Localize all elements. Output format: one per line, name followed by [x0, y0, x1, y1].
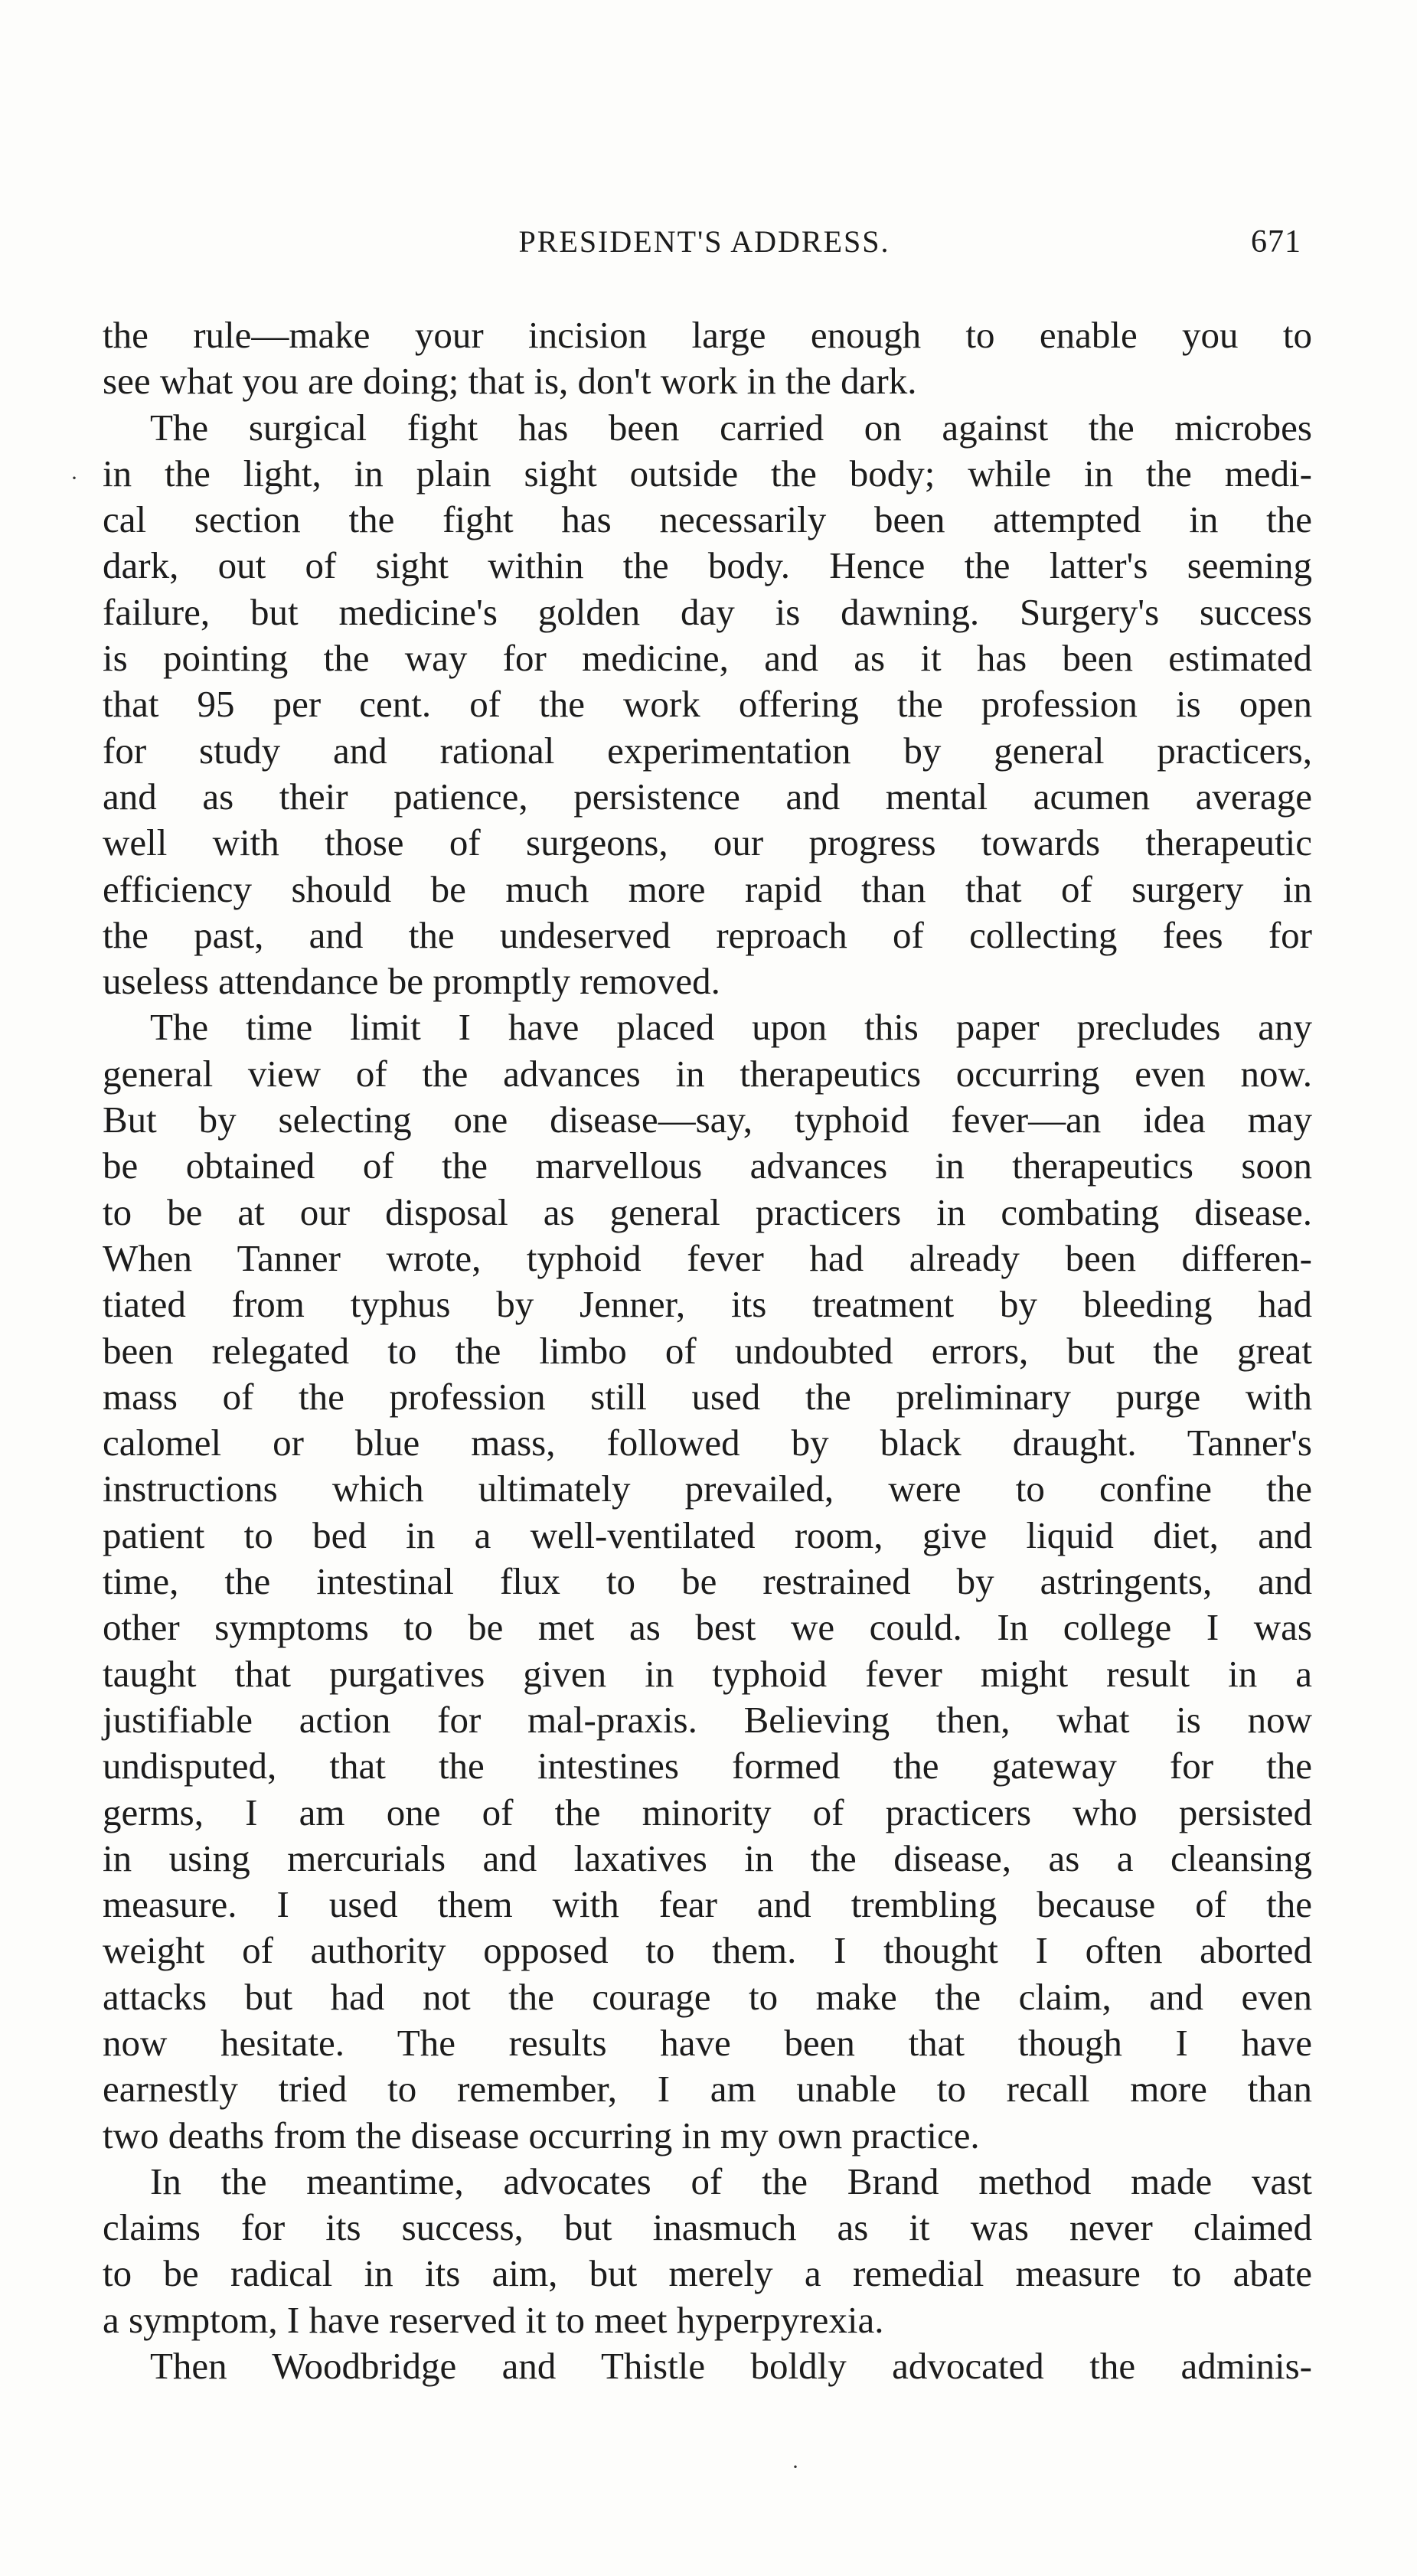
text-line: calomel or blue mass, followed by black draught. Tanner's	[103, 1422, 1312, 1464]
text-line: claims for its success, but inasmuch as it was never claimed	[103, 2206, 1312, 2249]
text-line: general view of the advances in therapeutics occurring even now.	[103, 1052, 1312, 1095]
text-line: In the meantime, advocates of the Brand method made vast	[150, 2160, 1312, 2202]
text-line: The surgical fight has been carried on against the microbes	[150, 406, 1312, 449]
text-line: two deaths from the disease occurring in my own practice.	[103, 2114, 980, 2156]
text-line: well with those of surgeons, our progress towards therapeutic	[103, 821, 1312, 864]
text-line: other symptoms to be met as best we could. In college I was	[103, 1606, 1312, 1649]
text-line: dark, out of sight within the body. Hence the latter's seeming	[103, 544, 1312, 587]
text-line: measure. I used them with fear and trembling because of the	[103, 1883, 1312, 1926]
text-line: time, the intestinal flux to be restrained by astringents, and	[103, 1560, 1312, 1603]
margin-speck: ·	[70, 465, 78, 491]
text-line: attacks but had not the courage to make the claim, and even	[103, 1975, 1312, 2018]
text-line: the past, and the undeserved reproach of collecting fees for	[103, 913, 1312, 956]
text-line: cal section the fight has necessarily been attempted in the	[103, 498, 1312, 541]
text-line: and as their patience, persistence and mental acumen average	[103, 775, 1312, 818]
text-line: is pointing the way for medicine, and as it has been estimated	[103, 637, 1312, 680]
page-number: 671	[1251, 224, 1301, 260]
text-line: taught that purgatives given in typhoid fever might result in a	[103, 1652, 1312, 1695]
text-line: now hesitate. The results have been that though I have	[103, 2021, 1312, 2064]
text-line: to be radical in its aim, but merely a remedial measure to abate	[103, 2252, 1312, 2295]
text-line: undisputed, that the intestines formed the gateway for the	[103, 1745, 1312, 1788]
text-line: the rule—make your incision large enough to enable you to	[103, 314, 1312, 356]
text-line: be obtained of the marvellous advances in therapeutics soon	[103, 1144, 1312, 1187]
text-line: germs, I am one of the minority of practicers who persisted	[103, 1791, 1312, 1833]
text-line: to be at our disposal as general practicers in combating disease.	[103, 1190, 1312, 1233]
text-line: earnestly tried to remember, I am unable to recall more than	[103, 2068, 1312, 2111]
text-line: Then Woodbridge and Thistle boldly advocated the adminis-	[150, 2345, 1312, 2388]
text-line: see what you are doing; that is, don't work in the dark.	[103, 360, 917, 403]
text-line: When Tanner wrote, typhoid fever had already been differen-	[103, 1236, 1312, 1279]
text-line: mass of the profession still used the preliminary purge with	[103, 1375, 1312, 1418]
body-text	[103, 312, 1312, 2389]
text-line: weight of authority opposed to them. I thought I often aborted	[103, 1929, 1312, 1972]
text-line: patient to bed in a well-ventilated room, give liquid diet, and	[103, 1513, 1312, 1556]
text-line: a symptom, I have reserved it to meet hyperpyrexia.	[103, 2298, 884, 2341]
text-line: efficiency should be much more rapid than that of surgery in	[103, 867, 1312, 910]
text-line: The time limit I have placed upon this paper precludes any	[150, 1006, 1312, 1049]
text-line: failure, but medicine's golden day is dawning. Surgery's success	[103, 590, 1312, 633]
running-head	[107, 219, 1301, 265]
running-title: PRESIDENT'S ADDRESS.	[518, 224, 890, 259]
text-line: been relegated to the limbo of undoubted errors, but the great	[103, 1329, 1312, 1372]
text-line: justifiable action for mal-praxis. Believing then, what is now	[103, 1698, 1312, 1741]
text-line: useless attendance be promptly removed.	[103, 960, 720, 1003]
text-line: instructions which ultimately prevailed, were to confine the	[103, 1468, 1312, 1510]
text-line: But by selecting one disease—say, typhoid fever—an idea may	[103, 1099, 1312, 1141]
text-line: tiated from typhus by Jenner, its treatment by bleeding had	[103, 1283, 1312, 1326]
text-line: for study and rational experimentation by general practicers,	[103, 729, 1312, 772]
text-line: that 95 per cent. of the work offering the profession is open	[103, 683, 1312, 726]
bottom-speck: ·	[792, 2454, 799, 2480]
text-line: in the light, in plain sight outside the body; while in the medi-	[103, 452, 1312, 495]
text-line: in using mercurials and laxatives in the disease, as a cleansing	[103, 1837, 1312, 1879]
